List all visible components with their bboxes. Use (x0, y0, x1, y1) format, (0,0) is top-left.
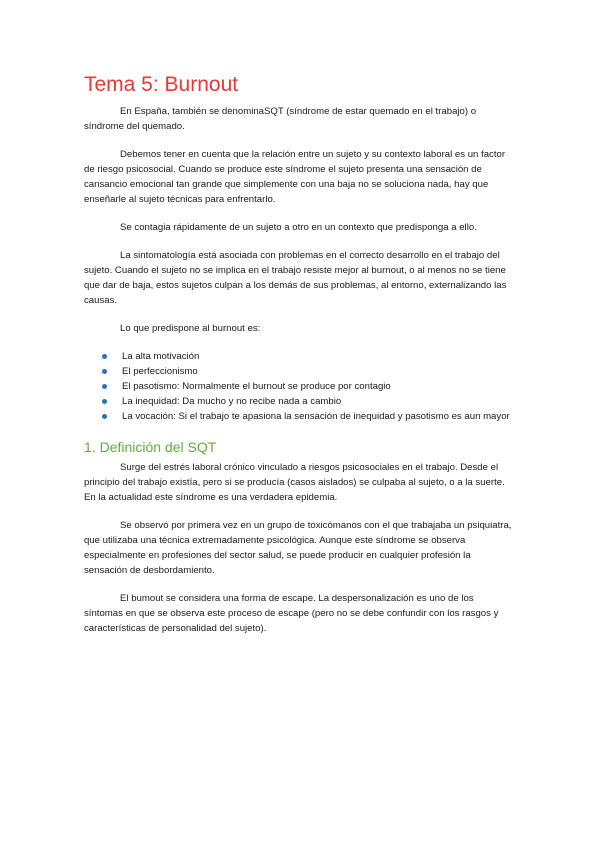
bullet-icon (102, 384, 107, 389)
bullet-item (84, 364, 514, 379)
section-paragraph: Surge del estrés laboral crónico vinculado a riesgos psicosociales en el trabajo. Desde el principio del trabajo existía, pero si se producía (casos aislados) se culpaba al sujeto, o a la suerte. En la actualidad este síndrome es una verdadera epidemia. (84, 462, 505, 503)
bullet-text: La vocación: Si el trabajo te apasiona la sensación de inequidad y pasotismo es aun mayor (122, 411, 510, 422)
document-page (84, 72, 514, 649)
intro-paragraph: Se contagia rápidamente de un sujeto a otro en un contexto que predisponga a ello. (120, 222, 477, 233)
bullet-text: El perfeccionismo (122, 366, 198, 377)
bullet-item (84, 379, 514, 394)
bullet-icon (102, 399, 107, 404)
bullet-list (84, 349, 514, 424)
bullet-icon (102, 369, 107, 374)
section-paragraph: Se observó por primera vez en un grupo de toxicómanos con el que trabajaba un psiquiatra, que utilizaba una técnica extremadamente psicológica. Aunque este síndrome se observa especialmente en profesiones del sector salud, se puede producir en cualquier profesión la sensación de desbordamiento. (84, 520, 512, 576)
intro-paragraph: En España, también se denominaSQT (síndrome de estar quemado en el trabajo) o síndrome del quemado. (84, 106, 477, 132)
bullet-text: La alta motivación (122, 351, 200, 362)
bullet-item (84, 394, 514, 409)
bullet-icon (102, 354, 107, 359)
bullet-text: El pasotismo: Normalmente el burnout se produce por contagio (122, 381, 391, 392)
bullet-item (84, 409, 514, 424)
intro-paragraph: La sintomatología está asociada con problemas en el correcto desarrollo en el trabajo del sujeto. Cuando el sujeto no se implica en el trabajo resiste mejor al burnout, o al menos no se tiene que dar de baja, estos sujetos culpan a los demás de sus problemas, al entorno, externalizando las causas. (84, 250, 507, 306)
bullet-icon (102, 414, 107, 419)
bullet-text: La inequidad: Da mucho y no recibe nada a cambio (122, 396, 342, 407)
section-heading: 1. Definición del SQT (84, 439, 217, 455)
intro-paragraph: Debemos tener en cuenta que la relación entre un sujeto y su contexto laboral es un factor de riesgo psicosocial. Cuando se produce este síndrome el sujeto presenta una sensación de cansancio emocional tan grande que simplemente con una baja no se soluciona nada, hay que enseñarle al sujeto técnicas para enfrentarlo. (84, 149, 506, 205)
intro-paragraph: Lo que predispone al burnout es: (120, 323, 261, 334)
bullet-item (84, 349, 514, 364)
section-paragraph: El bumout se considera una forma de escape. La despersonalización es uno de los síntomas en que se observa este proceso de escape (pero no se debe confundir con los rasgos y características de personalidad del sujeto). (84, 593, 499, 634)
document-title: Tema 5: Burnout (84, 73, 239, 96)
